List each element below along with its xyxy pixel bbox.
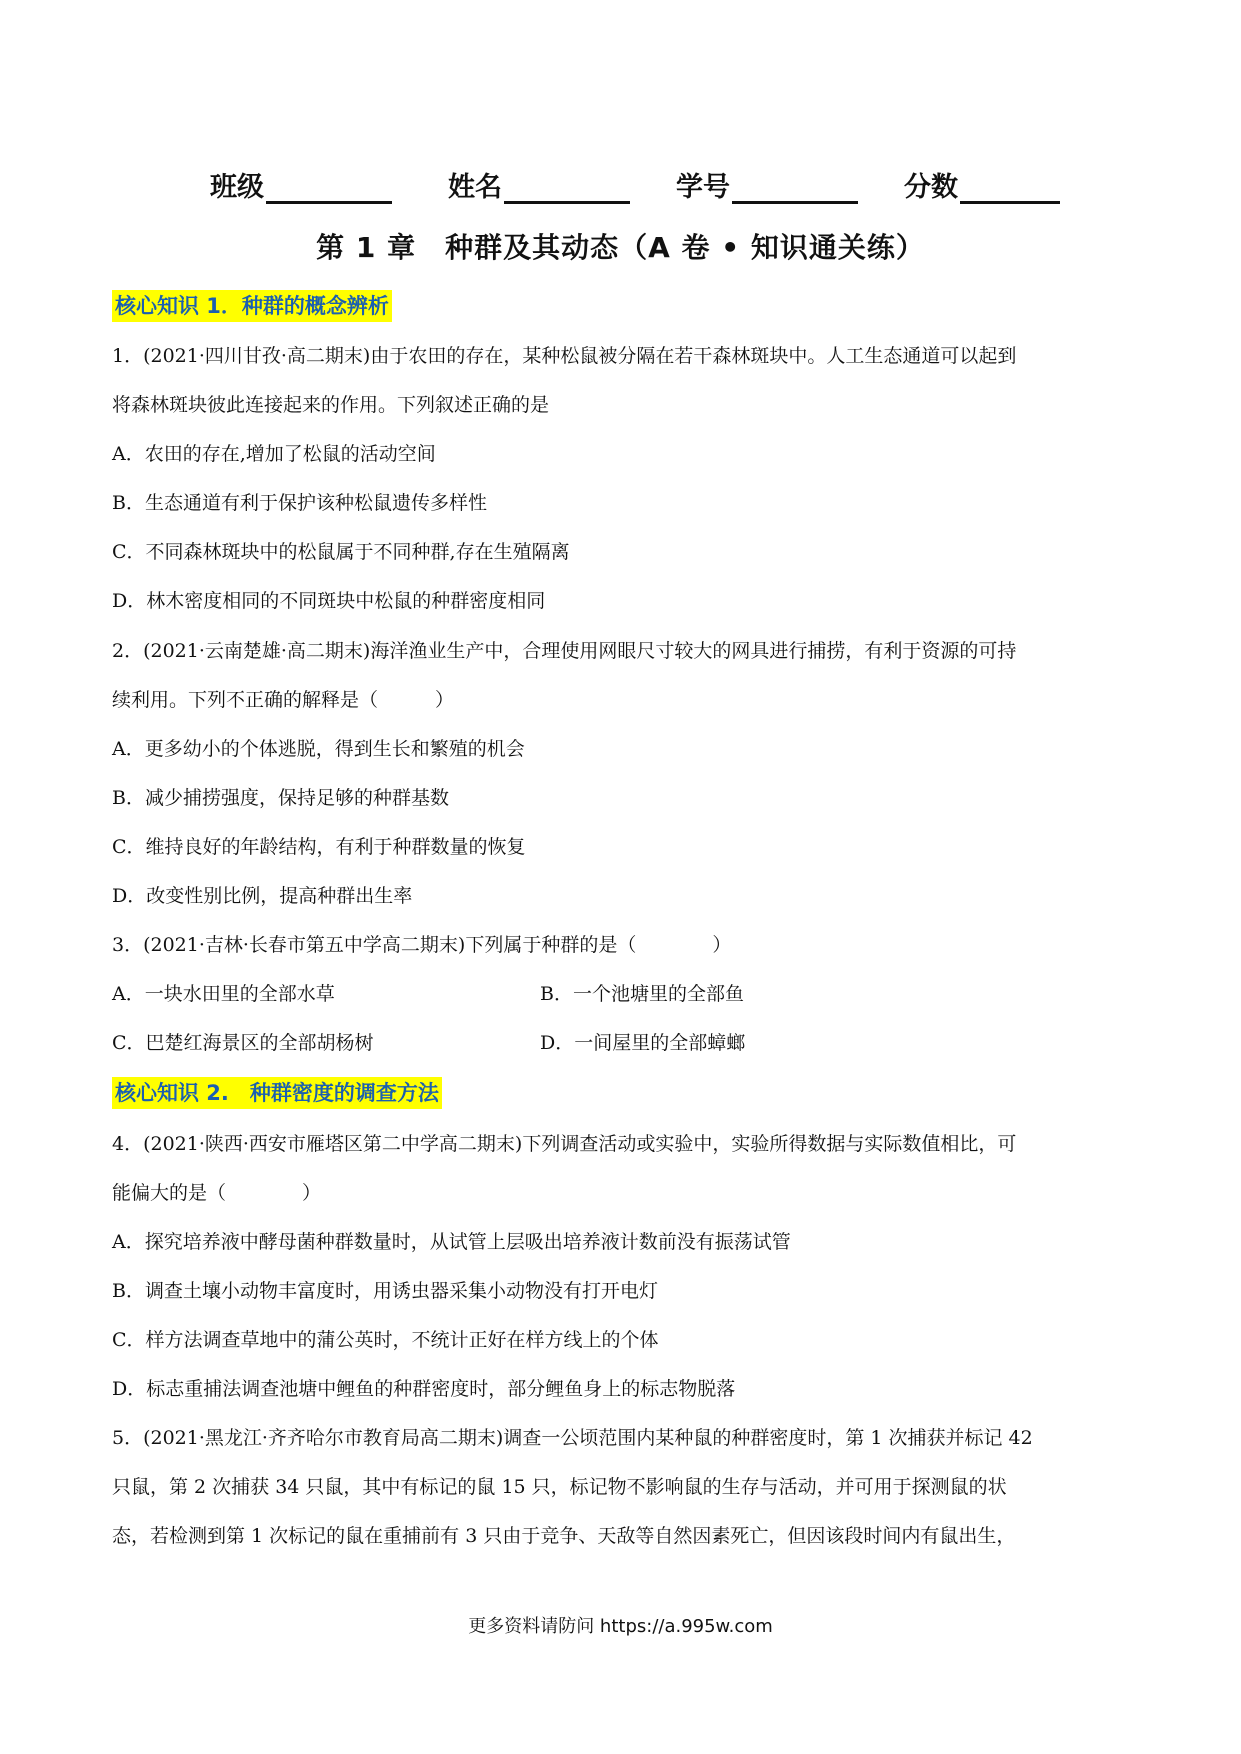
name-field (448, 165, 630, 204)
student-id-field (676, 165, 858, 204)
q1-option-c: C．不同森林斑块中的松鼠属于不同种群,存在生殖隔离 (112, 541, 570, 563)
section-heading-1: 核心知识 1．种群的概念辨析 (112, 290, 392, 322)
q1-option-a: A．农田的存在,增加了松鼠的活动空间 (112, 443, 436, 465)
q3-stem: 3．(2021·吉林·长春市第五中学高二期末)下列属于种群的是（ ） (112, 934, 732, 956)
q4-option-c: C．样方法调查草地中的蒲公英时，不统计正好在样方线上的个体 (112, 1329, 659, 1351)
q1-stem-line1: 1．(2021·四川甘孜·高二期末)由于农田的存在，某种松鼠被分隔在若干森林斑块中。人工生态通道可以起到 (112, 345, 1017, 367)
student-id-label: 学号 (676, 172, 730, 203)
q3-option-c: C．巴楚红海景区的全部胡杨树 (112, 1032, 374, 1054)
student-id-blank[interactable] (732, 171, 858, 204)
score-field (904, 165, 1060, 204)
q3-option-d: D．一间屋里的全部蟑螂 (540, 1032, 746, 1054)
footer-link[interactable]: 更多资料请防问 https://a.995w.com (468, 1616, 773, 1637)
q4-option-b: B．调查土壤小动物丰富度时，用诱虫器采集小动物没有打开电灯 (112, 1280, 658, 1302)
q2-stem-line1: 2．(2021·云南楚雄·高二期末)海洋渔业生产中，合理使用网眼尺寸较大的网具进行捕捞，有利于资源的可持 (112, 640, 1017, 662)
q3-option-b: B．一个池塘里的全部鱼 (540, 983, 744, 1005)
class-blank[interactable] (266, 171, 392, 204)
q2-option-b: B．减少捕捞强度，保持足够的种群基数 (112, 787, 449, 809)
q1-stem-line2: 将森林斑块彼此连接起来的作用。下列叙述正确的是 (112, 394, 550, 416)
q2-option-d: D．改变性别比例，提高种群出生率 (112, 885, 413, 907)
q4-option-d: D．标志重捕法调查池塘中鲤鱼的种群密度时，部分鲤鱼身上的标志物脱落 (112, 1378, 736, 1400)
student-info-row (210, 160, 1130, 204)
q2-stem-line2: 续利用。下列不正确的解释是（ ） (112, 689, 455, 711)
q4-stem-line1: 4．(2021·陕西·西安市雁塔区第二中学高二期末)下列调查活动或实验中，实验所得数据与实际数值相比，可 (112, 1133, 1017, 1155)
q3-option-a: A．一块水田里的全部水草 (112, 983, 335, 1005)
section-heading-2: 核心知识 2. 种群密度的调查方法 (112, 1077, 442, 1109)
q5-stem-line1: 5．(2021·黑龙江·齐齐哈尔市教育局高二期末)调查一公顷范围内某种鼠的种群密度时，第 1 次捕获并标记 42 (112, 1427, 1033, 1449)
q1-option-d: D．林木密度相同的不同斑块中松鼠的种群密度相同 (112, 590, 546, 612)
class-field (210, 165, 392, 204)
name-label: 姓名 (448, 172, 502, 203)
q2-option-c: C．维持良好的年龄结构，有利于种群数量的恢复 (112, 836, 526, 858)
q4-stem-line2: 能偏大的是（ ） (112, 1182, 322, 1204)
q4-option-a: A．探究培养液中酵母菌种群数量时，从试管上层吸出培养液计数前没有振荡试管 (112, 1231, 791, 1253)
q1-option-b: B．生态通道有利于保护该种松鼠遗传多样性 (112, 492, 487, 514)
q5-stem-line2: 只鼠，第 2 次捕获 34 只鼠，其中有标记的鼠 15 只，标记物不影响鼠的生存与活动，并可用于探测鼠的状 (112, 1476, 1007, 1498)
score-label: 分数 (904, 172, 958, 203)
q2-option-a: A．更多幼小的个体逃脱，得到生长和繁殖的机会 (112, 738, 525, 760)
page-title: 第 1 章 种群及其动态（A 卷 • 知识通关练） (316, 231, 925, 264)
score-blank[interactable] (960, 171, 1060, 204)
class-label: 班级 (210, 172, 264, 203)
q5-stem-line3: 态，若检测到第 1 次标记的鼠在重捕前有 3 只由于竞争、天敌等自然因素死亡，但因该段时间内有鼠出生， (112, 1525, 1016, 1547)
name-blank[interactable] (504, 171, 630, 204)
